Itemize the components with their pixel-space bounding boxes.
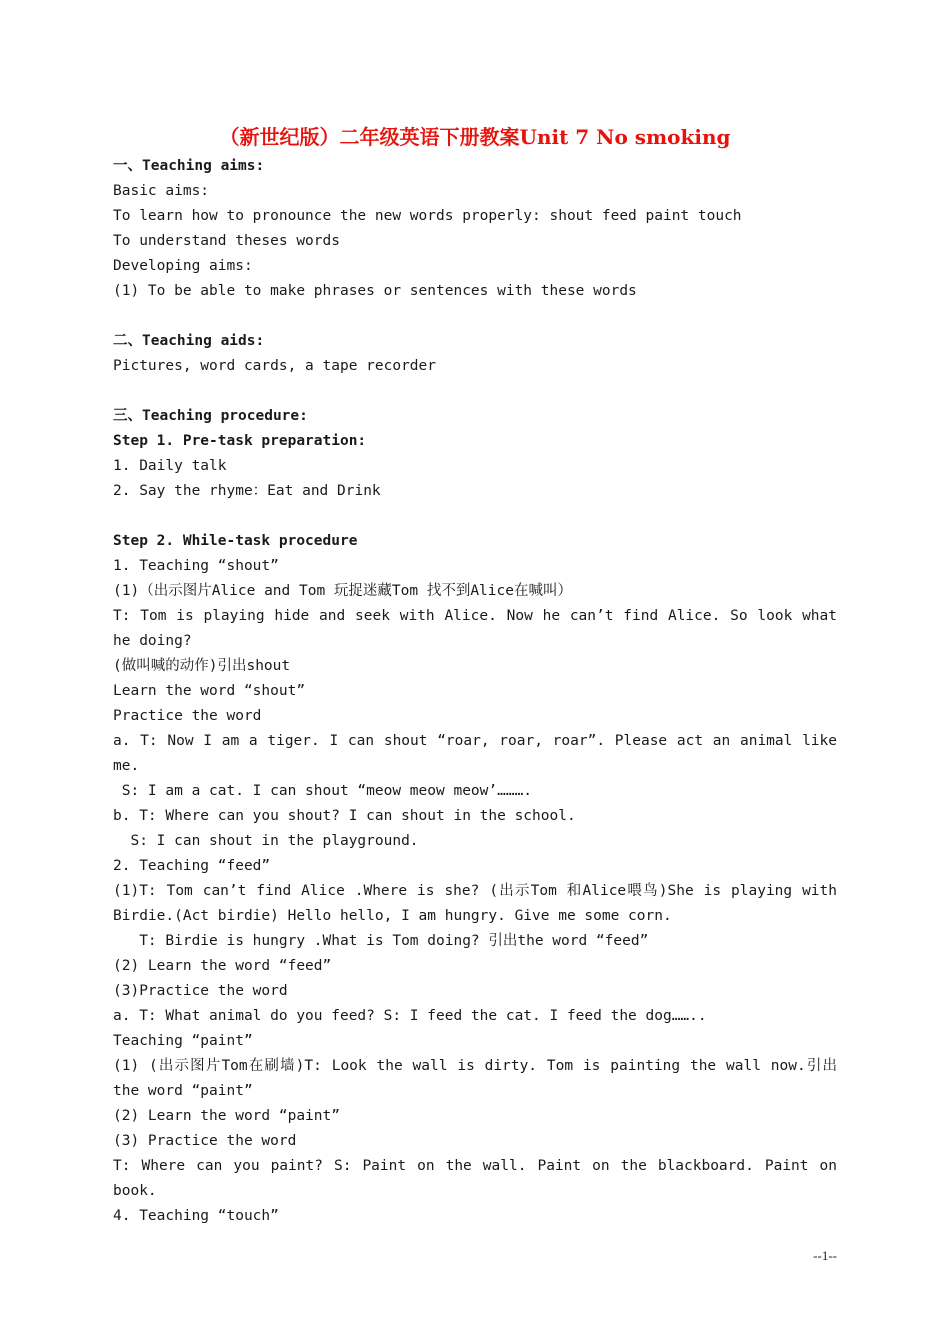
section-heading: 三、Teaching procedure: — [113, 408, 308, 424]
document-title: （新世纪版）二年级英语下册教案Unit 7 No smoking — [219, 125, 731, 149]
text-line: (3) Practice the word — [113, 1133, 297, 1149]
page-number: --1-- — [813, 1248, 837, 1263]
text-line: 1. Teaching “shout” — [113, 558, 279, 574]
text-line: (3)Practice the word — [113, 983, 288, 999]
text-line: a. T: What animal do you feed? S: I feed the cat. I feed the dog…….. — [113, 1008, 707, 1024]
text-line: Basic aims: — [113, 183, 210, 199]
text-line: (1) (出示图片Tom在刷墙)T: Look the wall is dirty. Tom is painting the wall now.引出 — [113, 1058, 837, 1074]
text-line: T: Birdie is hungry .What is Tom doing? 引出the word “feed” — [113, 933, 649, 949]
section-heading: 二、Teaching aids: — [113, 333, 265, 349]
document-body — [113, 154, 837, 1229]
text-line: (2) Learn the word “paint” — [113, 1108, 340, 1124]
text-line: Practice the word — [113, 708, 262, 724]
text-line: 2. Say the rhyme：Eat and Drink — [113, 483, 381, 499]
text-line: (2) Learn the word “feed” — [113, 958, 332, 974]
text-line: Pictures, word cards, a tape recorder — [113, 358, 437, 374]
text-line: 1. Daily talk — [113, 458, 227, 474]
text-line: S: I am a cat. I can shout “meow meow meow’………. — [113, 783, 533, 799]
text-line: he doing? — [113, 633, 192, 649]
text-line: (1) To be able to make phrases or sentences with these words — [113, 283, 637, 299]
document-page — [113, 120, 837, 1229]
text-line: Developing aims: — [113, 258, 253, 274]
blank-line — [113, 304, 837, 329]
text-line: (1)T: Tom can’t find Alice .Where is she? (出示Tom 和Alice喂鸟)She is playing with — [113, 883, 837, 899]
text-line: Birdie.(Act birdie) Hello hello, I am hungry. Give me some corn. — [113, 908, 672, 924]
text-line: 2. Teaching “feed” — [113, 858, 271, 874]
text-line: a. T: Now I am a tiger. I can shout “roar, roar, roar”. Please act an animal like — [113, 733, 837, 749]
text-line: To learn how to pronounce the new words properly: shout feed paint touch — [113, 208, 742, 224]
blank-line — [113, 504, 837, 529]
section-heading: Step 1. Pre-task preparation: — [113, 433, 367, 449]
text-line: me. — [113, 758, 140, 774]
text-line: book. — [113, 1183, 157, 1199]
text-line: 4. Teaching “touch” — [113, 1208, 279, 1224]
text-line: (做叫喊的动作)引出shout — [113, 658, 291, 674]
text-line: S: I can shout in the playground. — [113, 833, 419, 849]
text-line: T: Where can you paint? S: Paint on the wall. Paint on the blackboard. Paint on — [113, 1158, 837, 1174]
blank-line — [113, 379, 837, 404]
text-line: the word “paint” — [113, 1083, 253, 1099]
section-heading: Step 2. While-task procedure — [113, 533, 358, 549]
text-line: To understand theses words — [113, 233, 340, 249]
text-line: Teaching “paint” — [113, 1033, 253, 1049]
text-line: b. T: Where can you shout? I can shout in the school. — [113, 808, 576, 824]
text-line: Learn the word “shout” — [113, 683, 306, 699]
section-heading: 一、Teaching aims: — [113, 158, 265, 174]
text-line: (1)（出示图片Alice and Tom 玩捉迷藏Tom 找不到Alice在喊叫） — [113, 583, 572, 599]
text-line: T: Tom is playing hide and seek with Alice. Now he can’t find Alice. So look what — [113, 608, 837, 624]
